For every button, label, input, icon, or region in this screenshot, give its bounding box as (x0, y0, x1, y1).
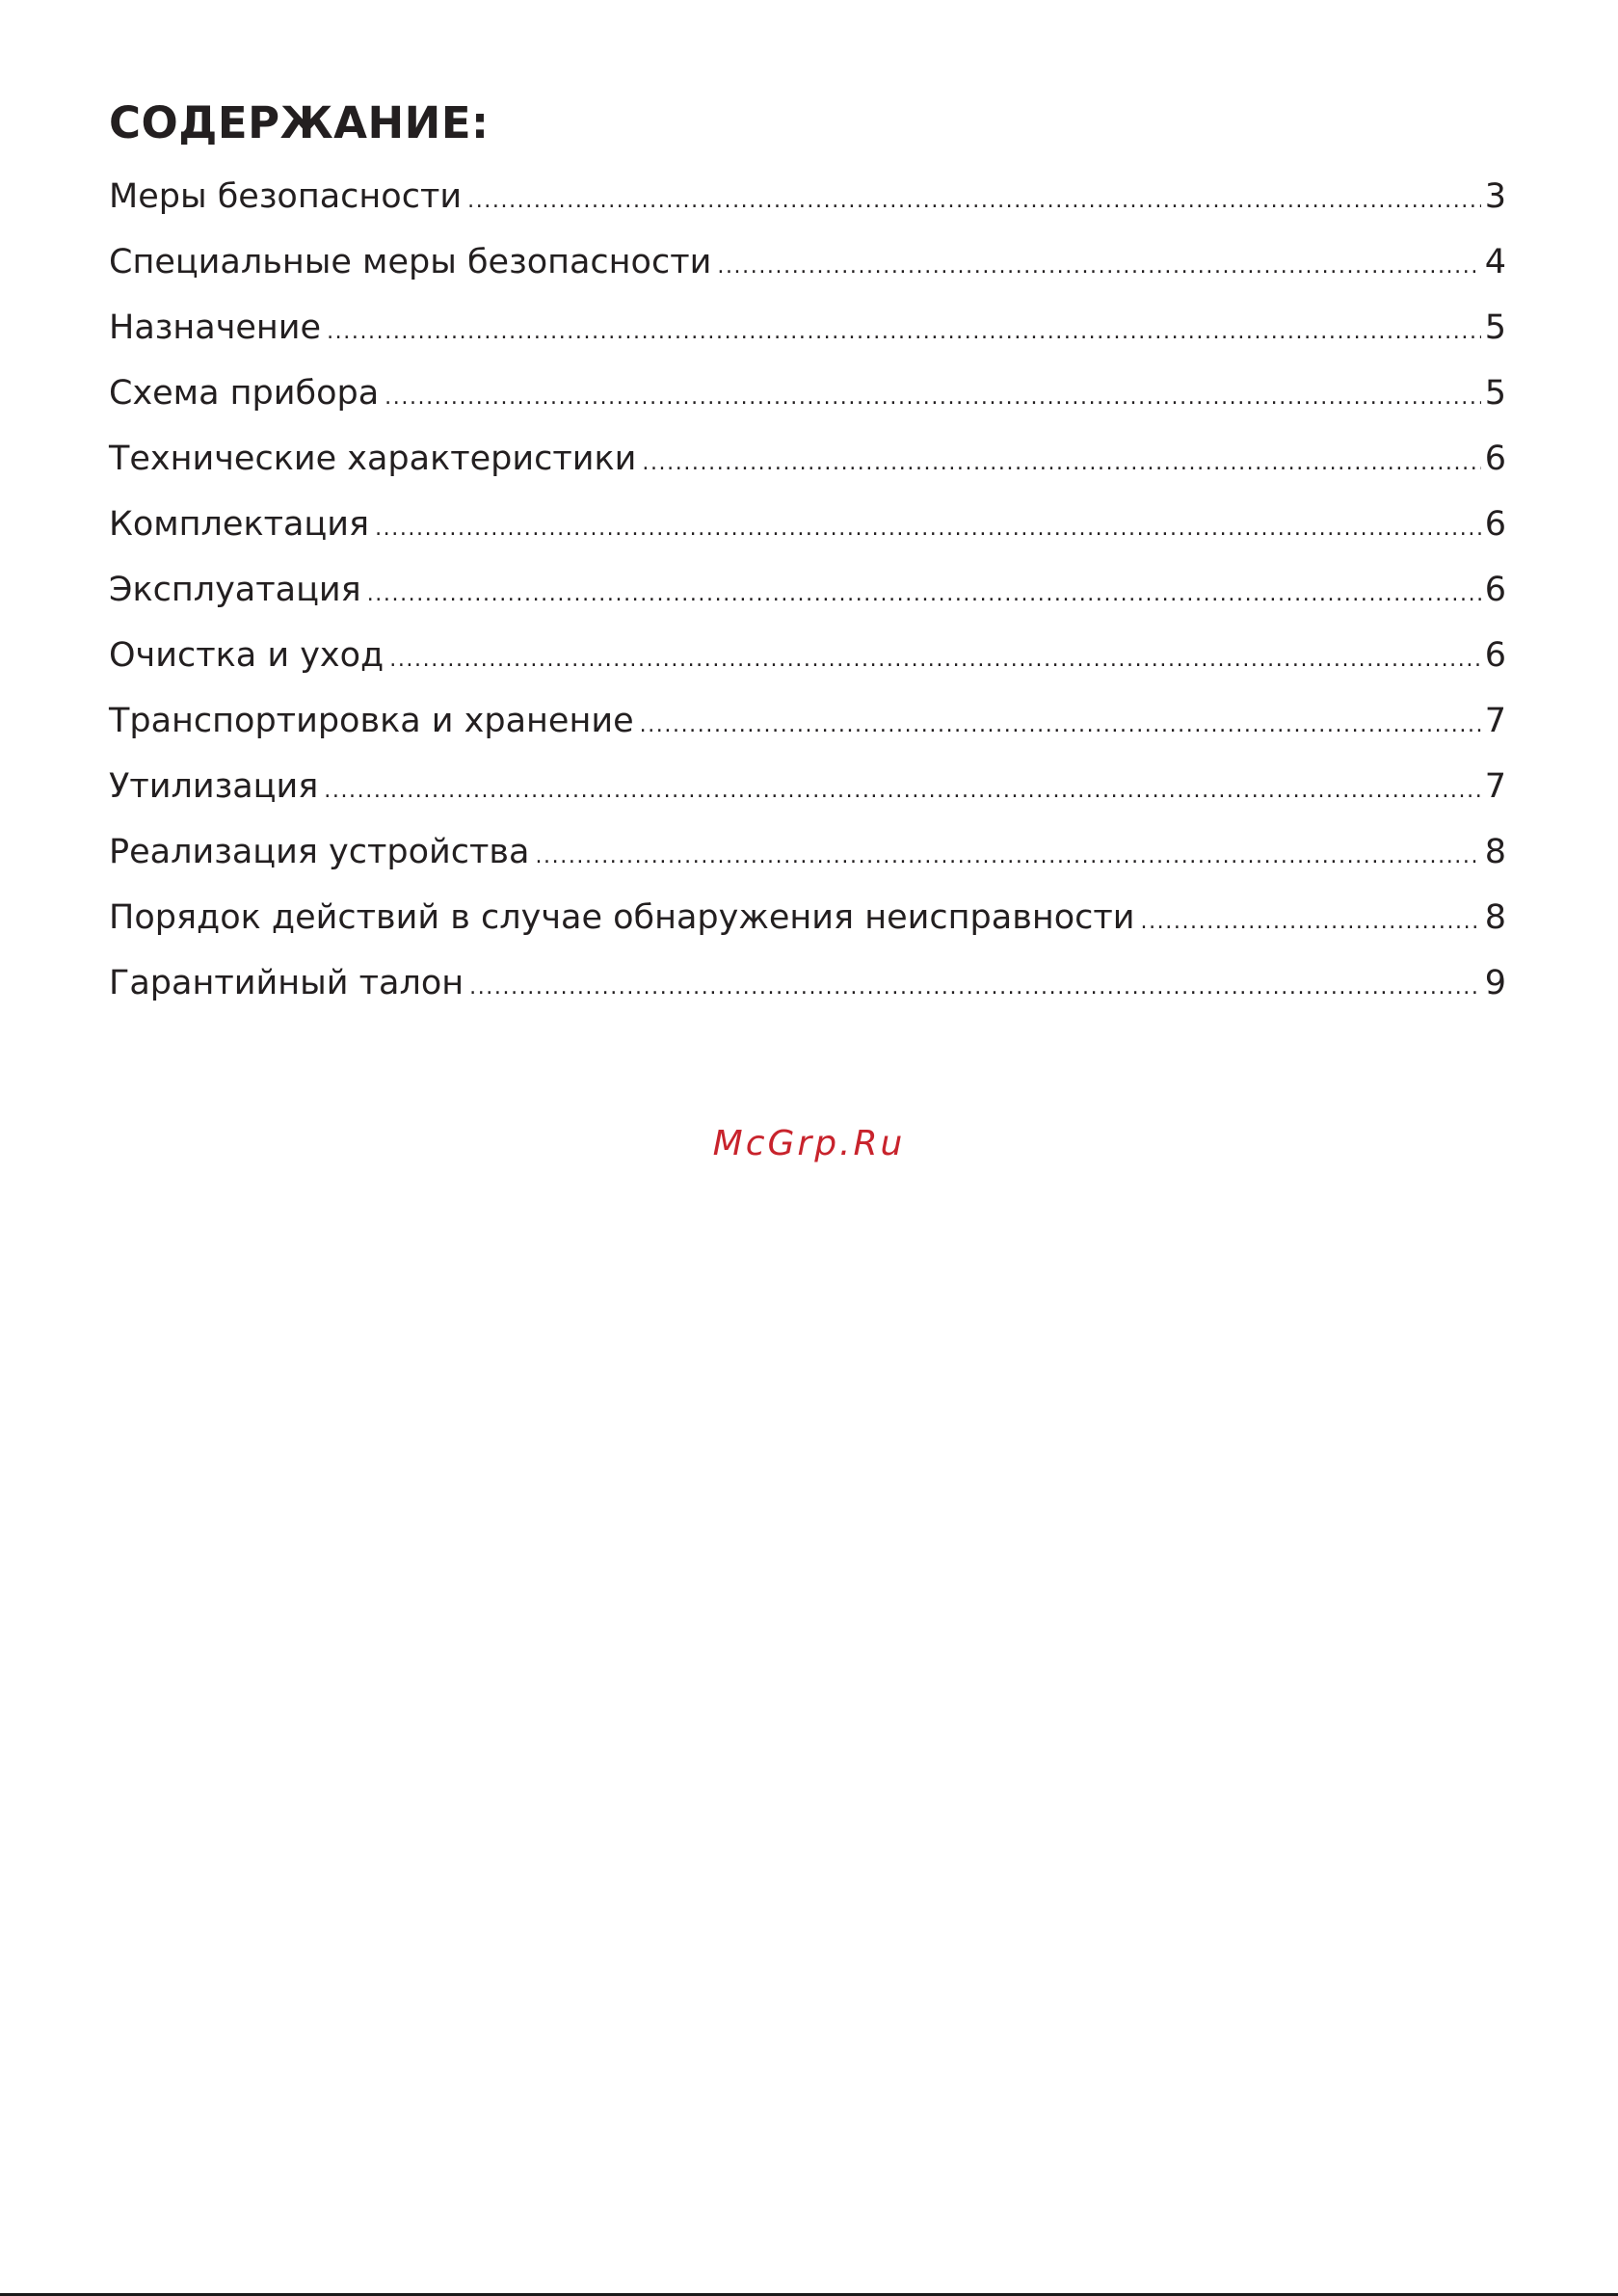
toc-page-number: 4 (1484, 243, 1506, 281)
toc-page-number: 3 (1484, 177, 1506, 216)
toc-page-number: 8 (1484, 898, 1506, 937)
toc-item-label: Схема прибора (109, 374, 380, 413)
toc-item-special-safety (109, 229, 1506, 295)
toc-dot-leader (640, 693, 1481, 759)
toc-item-label: Порядок действий в случае обнаружения неисправности (109, 898, 1135, 937)
toc-page-number: 9 (1484, 964, 1506, 1002)
table-of-contents (109, 164, 1506, 1016)
toc-item-label: Комплектация (109, 505, 370, 544)
toc-page-number: 6 (1484, 571, 1506, 609)
toc-dot-leader (467, 169, 1481, 234)
toc-item-label: Технические характеристики (109, 440, 637, 478)
toc-item-device-diagram (109, 360, 1506, 426)
toc-page-number: 7 (1484, 702, 1506, 740)
toc-dot-leader (469, 955, 1481, 1021)
watermark: McGrp.Ru (712, 1124, 906, 1163)
toc-dot-leader (389, 627, 1480, 693)
toc-dot-leader (327, 300, 1481, 365)
toc-item-specifications (109, 426, 1506, 492)
toc-page-number: 7 (1484, 767, 1506, 806)
page-title: СОДЕРЖАНИЕ: (109, 97, 490, 148)
toc-item-purpose (109, 295, 1506, 360)
toc-item-cleaning (109, 623, 1506, 688)
toc-page-number: 5 (1484, 308, 1506, 347)
toc-item-label: Реализация устройства (109, 833, 530, 871)
toc-dot-leader (367, 562, 1481, 627)
toc-item-label: Транспортировка и хранение (109, 702, 634, 740)
toc-item-transport-storage (109, 688, 1506, 754)
toc-dot-leader (375, 496, 1481, 562)
toc-page-number: 6 (1484, 440, 1506, 478)
toc-item-label: Специальные меры безопасности (109, 243, 712, 281)
toc-item-label: Эксплуатация (109, 571, 361, 609)
toc-page-number: 6 (1484, 636, 1506, 675)
toc-item-safety (109, 164, 1506, 229)
toc-item-label: Гарантийный талон (109, 964, 464, 1002)
toc-dot-leader (717, 234, 1480, 300)
toc-item-label: Меры безопасности (109, 177, 463, 216)
toc-dot-leader (1141, 890, 1481, 955)
toc-item-package-contents (109, 492, 1506, 557)
toc-dot-leader (324, 759, 1480, 824)
toc-item-label: Утилизация (109, 767, 319, 806)
toc-dot-leader (642, 431, 1480, 496)
toc-item-label: Назначение (109, 308, 322, 347)
toc-item-label: Очистка и уход (109, 636, 385, 675)
toc-item-troubleshooting (109, 885, 1506, 950)
toc-page-number: 5 (1484, 374, 1506, 413)
toc-item-warranty (109, 950, 1506, 1016)
toc-page-number: 8 (1484, 833, 1506, 871)
toc-item-disposal (109, 754, 1506, 819)
toc-page-number: 6 (1484, 505, 1506, 544)
toc-item-operation (109, 557, 1506, 623)
toc-item-sale (109, 819, 1506, 885)
toc-dot-leader (535, 824, 1480, 890)
toc-dot-leader (385, 365, 1481, 431)
